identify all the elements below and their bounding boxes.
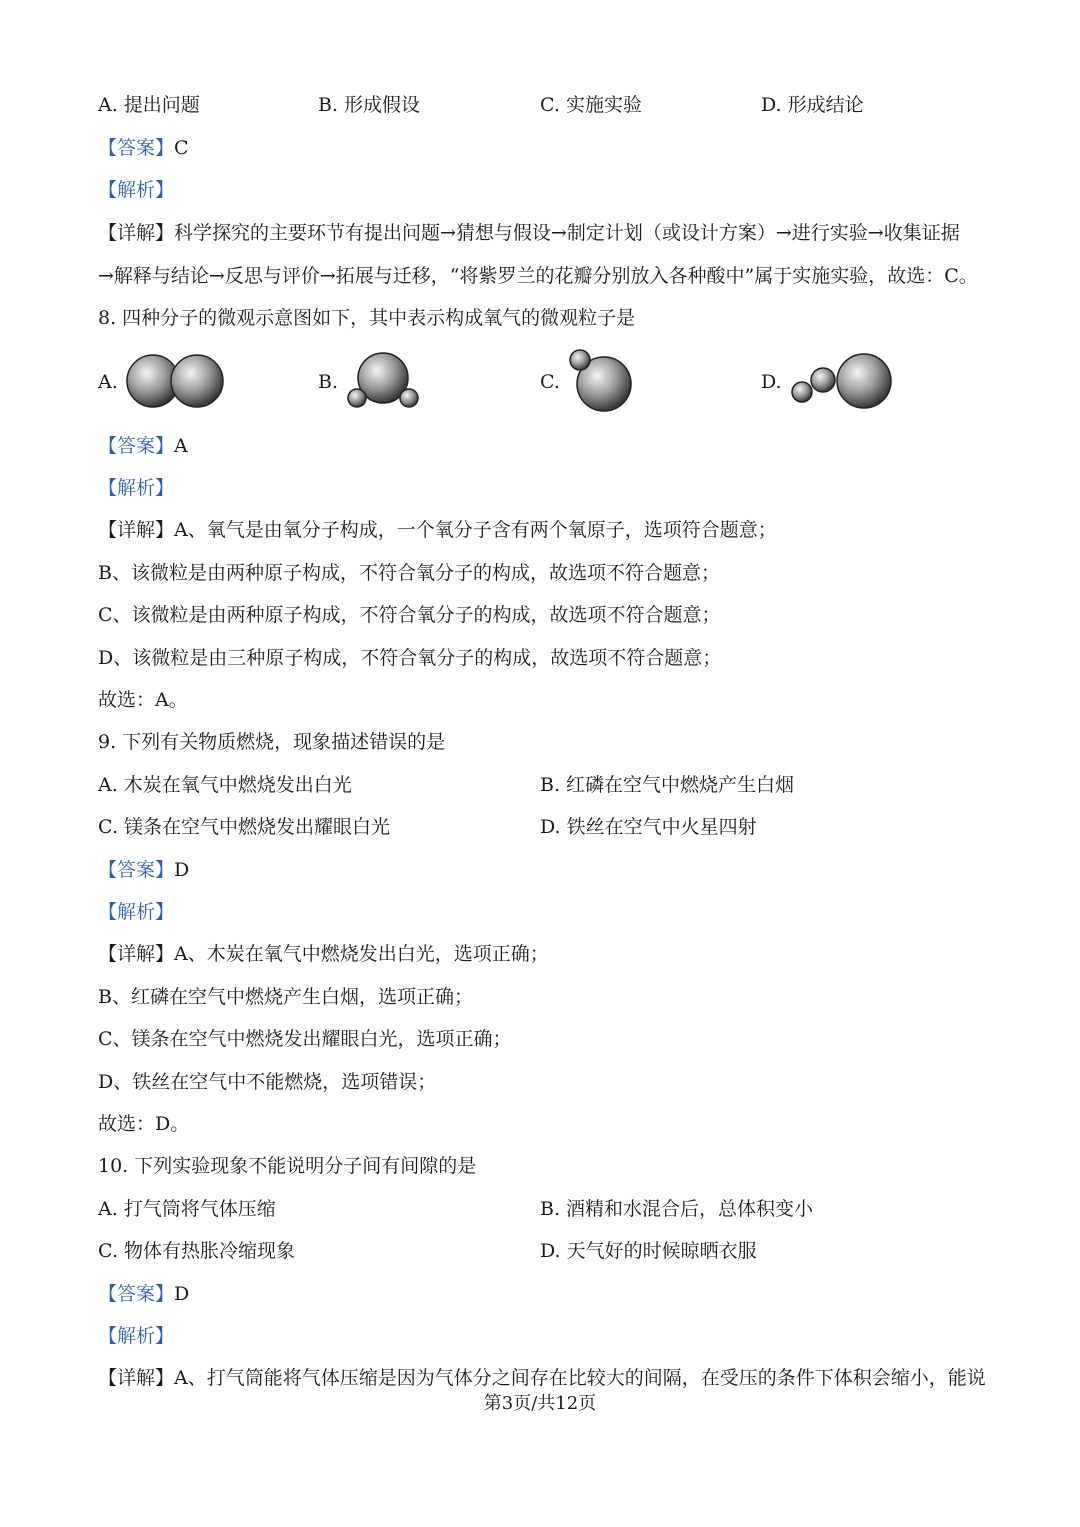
detail-text: 科学探究的主要环节有提出问题→猜想与假设→制定计划（或设计方案）→进行实验→收集证据 bbox=[174, 222, 960, 244]
q10-analysis-heading bbox=[98, 1324, 174, 1348]
q10-option-a: A. 打气筒将气体压缩 bbox=[98, 1198, 276, 1220]
q9-question: 9. 下列有关物质燃烧，现象描述错误的是 bbox=[98, 731, 446, 753]
q7-answer bbox=[98, 136, 189, 160]
q10-option-b: B. 酒精和水混合后，总体积变小 bbox=[540, 1198, 814, 1220]
molecule-d-image bbox=[788, 350, 896, 412]
molecule-a-image bbox=[124, 352, 228, 410]
detail-tag: 【详解】 bbox=[98, 943, 175, 965]
detail-tag: 【详解】 bbox=[98, 222, 175, 244]
answer-tag: 【答案】 bbox=[98, 1283, 175, 1305]
q7-option-d: D. 形成结论 bbox=[761, 94, 864, 116]
q8-answer bbox=[98, 434, 188, 458]
answer-value: D bbox=[174, 859, 190, 881]
detail-text: A、打气筒能将气体压缩是因为气体分之间存在比较大的间隔，在受压的条件下体积会缩小，能说 bbox=[174, 1367, 986, 1389]
q10-detail-line-1 bbox=[98, 1366, 986, 1390]
q7-option-b: B. 形成假设 bbox=[318, 94, 421, 116]
q9-option-b: B. 红磷在空气中燃烧产生白烟 bbox=[540, 774, 795, 796]
q9-option-d: D. 铁丝在空气中火星四射 bbox=[540, 816, 757, 838]
q8-detail-line-1 bbox=[98, 518, 777, 542]
analysis-tag: 【解析】 bbox=[98, 477, 175, 499]
q8-question: 8. 四种分子的微观示意图如下，其中表示构成氧气的微观粒子是 bbox=[98, 307, 636, 329]
detail-tag: 【详解】 bbox=[98, 1367, 175, 1389]
analysis-tag: 【解析】 bbox=[98, 901, 175, 923]
q9-detail-line-3: C、镁条在空气中燃烧发出耀眼白光，选项正确； bbox=[98, 1028, 512, 1050]
answer-value: C bbox=[174, 137, 189, 159]
answer-tag: 【答案】 bbox=[98, 859, 175, 881]
q9-answer bbox=[98, 858, 189, 882]
detail-text: A、木炭在氧气中燃烧发出白光，选项正确； bbox=[174, 943, 549, 965]
q9-detail-line-5: 故选：D。 bbox=[98, 1113, 190, 1135]
q7-detail-line-2: →解释与结论→反思与评价→拓展与迁移，“将紫罗兰的花瓣分别放入各种酸中”属于实施实验，故选：C。 bbox=[98, 265, 978, 287]
q7-option-a: A. 提出问题 bbox=[98, 94, 200, 116]
q9-option-a: A. 木炭在氧气中燃烧发出白光 bbox=[98, 774, 352, 796]
q8-detail-line-5: 故选：A。 bbox=[98, 689, 188, 711]
q10-question: 10. 下列实验现象不能说明分子间有间隙的是 bbox=[98, 1155, 477, 1177]
q8-detail-line-2: B、该微粒是由两种原子构成，不符合氧分子的构成，故选项不符合题意； bbox=[98, 562, 720, 584]
answer-value: D bbox=[174, 1283, 190, 1305]
q8-option-a-label: A. bbox=[98, 371, 118, 393]
molecule-b-image bbox=[343, 350, 423, 412]
q8-detail-line-4: D、该微粒是由三种原子构成，不符合氧分子的构成，故选项不符合题意； bbox=[98, 647, 722, 669]
q8-analysis-heading bbox=[98, 476, 174, 500]
q8-option-d-label: D. bbox=[761, 371, 782, 393]
answer-tag: 【答案】 bbox=[98, 435, 175, 457]
q10-answer bbox=[98, 1282, 189, 1306]
analysis-tag: 【解析】 bbox=[98, 179, 175, 201]
q8-option-c-label: C. bbox=[540, 371, 560, 393]
q7-analysis-heading bbox=[98, 178, 174, 202]
q9-option-c: C. 镁条在空气中燃烧发出耀眼白光 bbox=[98, 816, 390, 838]
q8-detail-line-3: C、该微粒是由两种原子构成，不符合氧分子的构成，故选项不符合题意； bbox=[98, 604, 721, 626]
q7-option-c: C. 实施实验 bbox=[540, 94, 642, 116]
q8-option-b-label: B. bbox=[318, 371, 339, 393]
q9-detail-line-4: D、铁丝在空气中不能燃烧，选项错误； bbox=[98, 1071, 437, 1093]
q9-detail-line-2: B、红磷在空气中燃烧产生白烟，选项正确； bbox=[98, 986, 473, 1008]
q9-detail-line-1 bbox=[98, 942, 549, 966]
q9-analysis-heading bbox=[98, 900, 174, 924]
molecule-c-image bbox=[565, 346, 635, 414]
detail-text: A、氧气是由氧分子构成，一个氧分子含有两个氧原子，选项符合题意； bbox=[174, 519, 777, 541]
detail-tag: 【详解】 bbox=[98, 519, 175, 541]
q10-option-d: D. 天气好的时候晾晒衣服 bbox=[540, 1240, 757, 1262]
q10-option-c: C. 物体有热胀冷缩现象 bbox=[98, 1240, 295, 1262]
q7-detail-line-1 bbox=[98, 221, 960, 245]
analysis-tag: 【解析】 bbox=[98, 1325, 175, 1347]
answer-value: A bbox=[174, 435, 188, 457]
page-footer: 第3页/共12页 bbox=[483, 1393, 597, 1414]
answer-tag: 【答案】 bbox=[98, 137, 175, 159]
